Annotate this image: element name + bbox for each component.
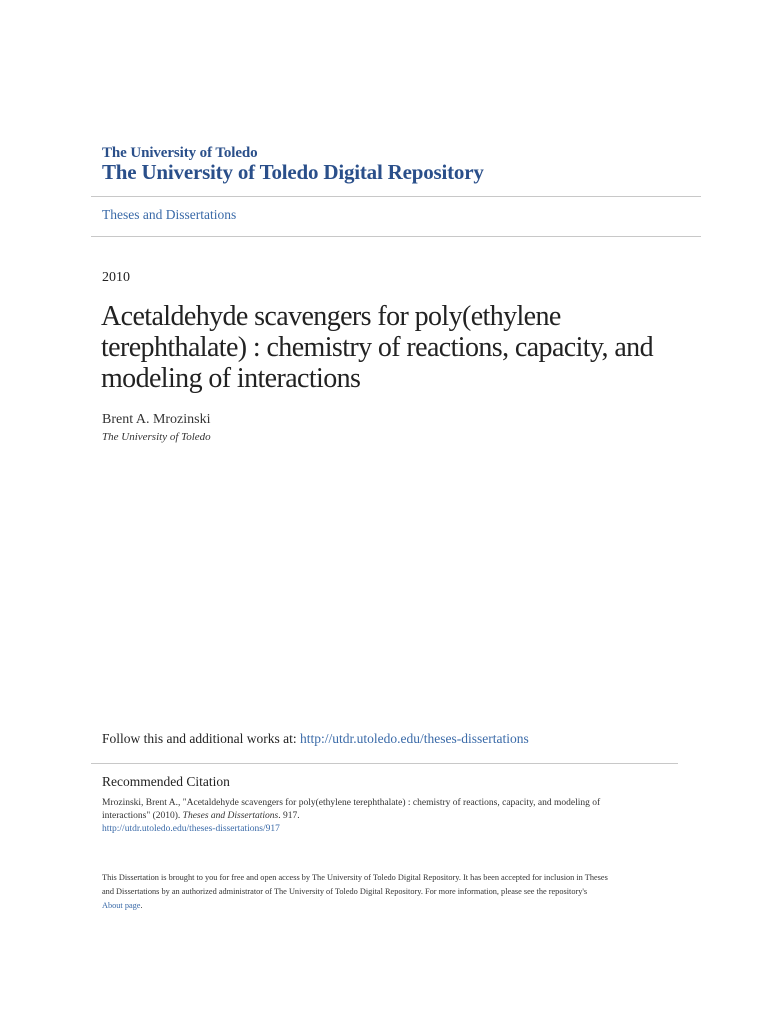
citation-text: interactions" (2010). <box>102 811 183 821</box>
citation-text: Mrozinski, Brent A., "Acetaldehyde scavengers for poly(ethylene terephthalate) : chemistry of reactions, capacity, and modeling of <box>102 798 601 808</box>
citation-text-line2 <box>102 810 662 823</box>
citation-series: Theses and Dissertations <box>182 811 279 821</box>
citation-link[interactable]: http://utdr.utoledo.edu/theses-dissertations/917 <box>102 824 280 834</box>
publication-year: 2010 <box>102 270 130 285</box>
title-line: terephthalate) : chemistry of reactions, capacity, and <box>101 332 653 363</box>
document-title <box>101 301 701 394</box>
follow-link[interactable]: http://utdr.utoledo.edu/theses-dissertations <box>300 731 529 746</box>
author-name: Brent A. Mrozinski <box>102 412 211 427</box>
divider <box>91 236 701 237</box>
notice-text: and Dissertations by an authorized administrator of The University of Toledo Digital Repository. For more information, please see the repository's <box>102 887 588 896</box>
notice-end: . <box>140 901 143 910</box>
institution-name: The University of Toledo <box>102 145 258 161</box>
follow-prefix: Follow this and additional works at: <box>102 731 300 746</box>
collection-link[interactable]: Theses and Dissertations <box>102 207 237 222</box>
notice-text: This Dissertation is brought to you for free and open access by The University of Toledo Digital Repository. It has been accepted for inclusion in Theses <box>102 873 608 882</box>
recommended-citation-heading: Recommended Citation <box>102 774 230 789</box>
title-line: modeling of interactions <box>101 363 361 394</box>
divider <box>91 763 678 764</box>
citation-number: . 917. <box>278 811 300 821</box>
repository-name[interactable]: The University of Toledo Digital Repository <box>102 160 484 184</box>
title-line: Acetaldehyde scavengers for poly(ethylene <box>101 301 561 332</box>
divider <box>91 196 701 197</box>
about-page-link[interactable]: About page <box>102 901 141 910</box>
author-affiliation: The University of Toledo <box>102 431 211 443</box>
access-notice <box>102 871 672 913</box>
citation-block <box>102 797 662 836</box>
follow-line <box>102 731 529 747</box>
